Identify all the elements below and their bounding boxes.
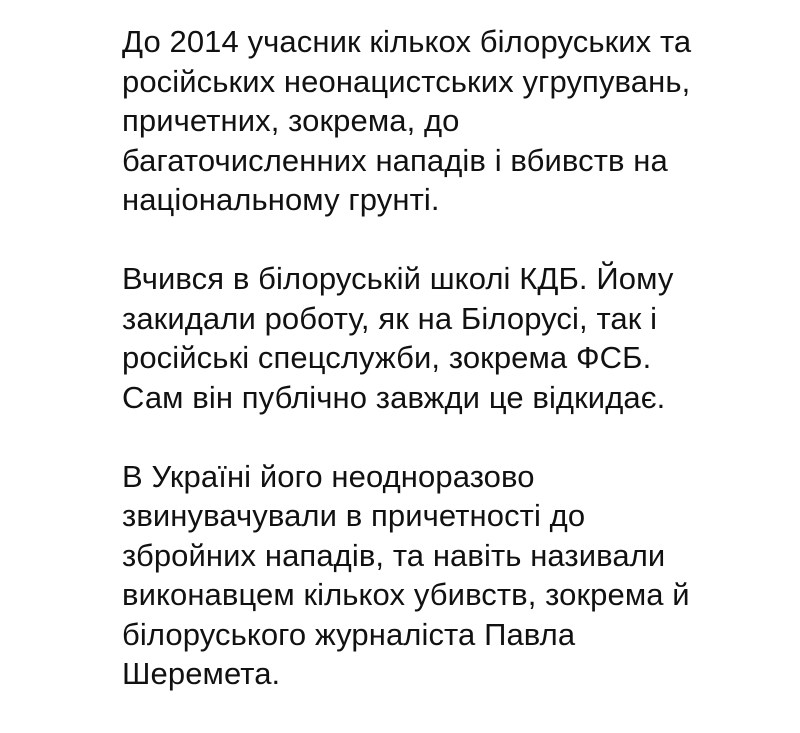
text-line: причетних, зокрема, до xyxy=(122,103,460,138)
text-line: Сам він публічно завжди це відкидає. xyxy=(122,379,666,415)
text-line: російські спецслужби, зокрема ФСБ. xyxy=(122,340,652,375)
text-line: До 2014 учасник кількох білоруських та xyxy=(122,24,692,59)
text-line: збройних нападів, та навіть називали xyxy=(122,537,666,573)
text-line: білоруського журналіста Павла xyxy=(122,616,576,652)
paragraph-training xyxy=(122,259,782,417)
paragraph-accusations xyxy=(122,457,782,694)
text-line: Шеремета. xyxy=(122,656,281,691)
paragraph-background xyxy=(122,22,782,220)
text-line: звинувачували в причетності до xyxy=(122,498,586,533)
text-line: національному грунті. xyxy=(122,182,440,217)
text-line: багаточисленних нападів і вбивств на xyxy=(122,142,668,178)
text-line: закидали роботу, як на Білорусі, так і xyxy=(122,300,658,336)
text-line: російських неонацистських угрупувань, xyxy=(122,63,691,99)
message-text xyxy=(122,22,782,733)
text-line: В Україні його неодноразово xyxy=(122,458,535,494)
text-line: виконавцем кількох убивств, зокрема й xyxy=(122,577,690,612)
text-line: Вчився в білоруській школі КДБ. Йому xyxy=(122,261,674,296)
